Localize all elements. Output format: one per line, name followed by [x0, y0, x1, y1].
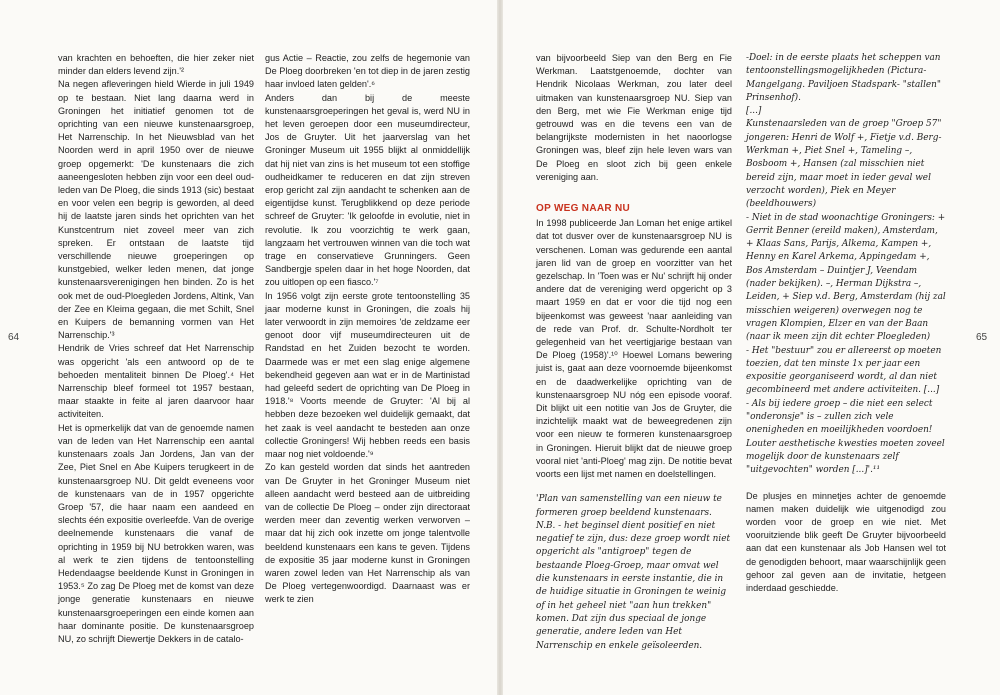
handwritten-note: N.B. - het beginsel dient positief en niet negatief te zijn, dus: deze groep wordt niet opgericht als "antigroep" tegen de bestaande Ploeg-Groep, maar omvat wel die kunstenaars in eerste instantie, die in de huidige situatie in Groningen te weinig of in het geheel niet "aan hun trekken" komen. Dat zijn dus speciaal de jonge generatie, andere leden van Het Narrenschip en enkele geïsoleerden. — [536, 520, 731, 651]
paragraph: Na negen afleveringen hield Wierde in juli 1949 op te bestaan. Niet lang daarna werd in Groningen het initiatief genomen tot de oprichting van een nieuwe kunstenaarsgroep, Het Narrenschip. In het Nieuwsblad van het Noorden werd in april 1950 over de nieuwe groep opgemerkt: 'De kunstenaars die zich aaneengesloten hebben zijn voor een deel oud-leden van De Ploeg, die sinds 1913 (sic) bestaat en voor velen een begrip is geworden, al deed hij de laatste jaren sinds het oprichten van het Kunstcentrum niet zoveel meer van zich spreken. Er ontstaan de laatste tijd verschillende nieuwe groeperingen op kunstgebied, welker leden menen, dat jonge kunstenaarsverenigingen hen binden. Zo is het ook met de oud-Ploegleden Jordens, Altink, Van der Zee en Kleima gegaan, die met Schilt, Snel en Kuipers de bemanning vormen van Het Narrenschip.'³ — [58, 79, 254, 341]
paragraph: Hendrik de Vries schreef dat Het Narrenschip was opgericht 'als een antwoord op de te behoeden mentaliteit binnen De Ploeg'.⁴ Het Narrenschip bleef formeel tot 1957 bestaan, maar staakte in feite al jaren daarvoor haar activiteiten. — [58, 343, 254, 420]
handwritten-note: [...] — [746, 106, 762, 117]
handwritten-note: 'Plan van samenstelling van een nieuw te formeren groep beeldend kunstenaars. — [536, 494, 722, 518]
paragraph: In 1956 volgt zijn eerste grote tentoonstelling 35 jaar moderne kunst in Groningen, die zoals hij later verwoordt in zijn memoires 'de zeldzame eer genoot door vijf museumdirecteuren uit de Randstad en het Zuiden bezocht te worden. Daarmede was er met een slag enige algemene bekendheid gegeven aan wat er in de Martinistad had geleefd sedert de oprichting van De Ploeg in 1918.'⁸ Voorts meende de Gruyter: 'Al bij al hebben deze bezoeken wel duidelijk gemaakt, dat het zaak is veel aandacht te besteden aan onze collectie Groningers! Wij hebben reeds een basis maar nog niet voldoende.'⁹ — [265, 290, 470, 460]
left-page-column-1 — [58, 52, 254, 646]
paragraph: Anders dan bij de meeste kunstenaarsgroeperingen het geval is, werd NU in het leven geroepen door een museumdirecteur, Jos de Gruyter. Uit het jaarverslag van het Groninger Museum uit 1955 blijkt al onmiddellijk dat hij niet van zins is het museum tot een stoffige oudheidkamer te reduceren en dat zijn streven erop gericht zal zijn aandacht te schenken aan de eigentijdse kunst. Terugblikkend op deze periode schreef de Gruyter: 'Ik geloofde in evolutie, niet in revolutie. Ik zou voorzichtig te werk gaan, langzaam het vertrouwen winnen van die toch wat trage en conservatieve Grunningers. Geen Sandbergje spelen daar in het hoge Noorden, dat zou uitlopen op een fiasco.'⁷ — [265, 92, 470, 288]
paragraph: Het is opmerkelijk dat van de genoemde namen van de leden van Het Narrenschip een aantal kunstenaars zoals Jan Jordens, Jan van der Zee, Piet Snel en Abe Kuipers terugkeert in de kunstenaarsgroep NU. Dit geldt eveneens voor de kunstenaars van de in 1957 opgerichte Groep '57, die haar naam een aandeed en slechts één expositie overleefde. Van de overige deelnemende kunstenaars die vanaf de oprichting in 1959 bij NU betrokken waren, was al werk te zien tijdens de tentoonstelling Hedendaagse beeldende Kunst in Groningen in 1953.⁵ Zo zag De Ploeg met de komst van deze jonge generatie kunstenaars en nieuwe kunstenaarsgroeperingen een einde komen aan haar dominante positie. De kunstenaarsgroep NU, zo schrijft Diewertje Dekkers in de catalo- — [58, 422, 254, 644]
handwritten-note: Louter aesthetische kwesties moeten zoveel mogelijk door de kunstenaars zelf "uitgevochten" worden [...]'.¹¹ — [746, 438, 945, 476]
paragraph: gus Actie – Reactie, zou zelfs de hegemonie van De Ploeg doorbreken 'en tot diep in de jaren zestig haar invloed laten gelden'.⁶ — [265, 53, 470, 90]
right-page-column-2 — [746, 52, 946, 595]
left-page-column-2 — [265, 52, 470, 607]
handwritten-note: - Het "bestuur" zou er allereerst op moeten toezien, dat ten minste 1x per jaar een expositie georganiseerd wordt, al dan niet gecombineerd met andere activiteiten. [...] — [746, 345, 942, 396]
paragraph: van bijvoorbeeld Siep van den Berg en Fie Werkman. Laatstgenoemde, dochter van Hendrik Nicolaas Werkman, zou later deel uitmaken van kunstenaarsgroep NU. Siep van den Berg, met wie Fie Werkman enige tijd getrouwd was en die tevens een van de belangrijkste modernisten in het naoorlogse Groningen was, bleef zijn hele leven wars van De Ploeg en sloot zich bij geen enkele vereniging aan. — [536, 53, 732, 182]
right-page-column-1 — [536, 52, 732, 653]
paragraph: De plusjes en minnetjes achter de genoemde namen maken duidelijk wie uitgenodigd zou worden voor de groep en wie niet. Met vooruitziende blik geeft De Gruyter bijvoorbeeld aan dat een kunstenaar als Job Hansen wel tot de genodigden behoort, maar waarschijnlijk geen gehoor zal geven aan de invitatie, hetgeen inderdaad geschiedde. — [746, 490, 946, 593]
paragraph: In 1998 publiceerde Jan Loman het enige artikel dat tot dusver over de kunstenaarsgroep NU is verschenen. Loman was gedurende een aantal jaren lid van de groep en voorzitter van het gezelschap. In 'Toen was er Nu' schrijft hij onder andere dat de vereniging werd opgericht op 3 maart 1959 en dat er voor die tijd nog een bijeenkomst was geweest 'naar aanleiding van de rede van Prof. dr. Schulte-Nordholt ter gelegenheid van het veertigjarige bestaan van De Ploeg (1958)'.¹⁰ Hoewel Lomans bewering juist is, gaat aan deze voornoemde bijeenkomst en de daadwerkelijke oprichting van de kunstenaarsgroep NU nóg een episode vooraf. Dit blijkt uit een notitie van Jos de Gruyter, die inzichtelijk maakt wat de beweegredenen zijn voor een nieuw te formeren kunstenaarsgroep in Groningen. Hieruit blijkt dat de nieuwe groep vooral niet 'anti-Ploeg' mag zijn. De notitie bevat voorts een lijst met namen en doelstellingen. — [536, 218, 732, 480]
handwritten-note: -Doel: in de eerste plaats het scheppen van tentoonstellingsmogelijkheden (Pictura-Mangelgang. Paviljoen Stadspark- "stallen" Prinsenhof). — [746, 53, 941, 103]
handwritten-note: Kunstenaarsleden van de groep "Groep 57" jongeren: Henri de Wolf +, Fietje v.d. Berg-Werkman +, Piet Snel +, Tameling –, Bosboom +, Hansen (zal misschien niet bereid zijn, maar moet in ieder geval wel verzocht worden), Piek en Meyer (beeldhouwers) — [746, 119, 942, 210]
handwritten-note: - Als bij iedere groep – die niet een select "onderonsje" is – zullen zich vele onenigheden en moeilijkheden voordoen! — [746, 398, 933, 436]
page-number-left: 64 — [8, 332, 20, 343]
handwritten-note: - Niet in de stad woonachtige Groningers: + Gerrit Benner (ereild maken), Amsterdam, + Klaas Sans, Parijs, Alkema, Kampen +, Henny en Karel Arkema, Appingedam +, Bos Amsterdam – Duintjer J, Veendam (nader bekijken). –, Herman Dijkstra –, Leiden, + Siep v.d. Berg, Amsterdam (hij zal misschien weigeren) overwegen nog te vragen Klompien, Elzer en van der Baan (naar ik meen zijn dit echter Ploegleden) — [746, 212, 946, 343]
paragraph: van krachten en behoeften, die hier zeker niet minder dan elders levend zijn.'² — [58, 53, 254, 77]
section-heading: OP WEG NAAR NU — [536, 203, 631, 215]
page-number-right: 65 — [976, 332, 988, 343]
paragraph: Zo kan gesteld worden dat sinds het aantreden van De Gruyter in het Groninger Museum niet alleen aandacht werd besteed aan de uitbreiding van de collectie De Ploeg – onder zijn directoraat werden meer dan zeventig werken verworven – maar dat hij zich ook inzette om jonge talentvolle beeldend kunstenaars een kans te geven. Tijdens de expositie 35 jaar moderne kunst in Groningen waren zowel leden van Het Narrenschip als van De Ploeg vertegenwoordigd. Daarnaast was er werk te zien — [265, 462, 470, 605]
book-gutter — [497, 0, 503, 695]
